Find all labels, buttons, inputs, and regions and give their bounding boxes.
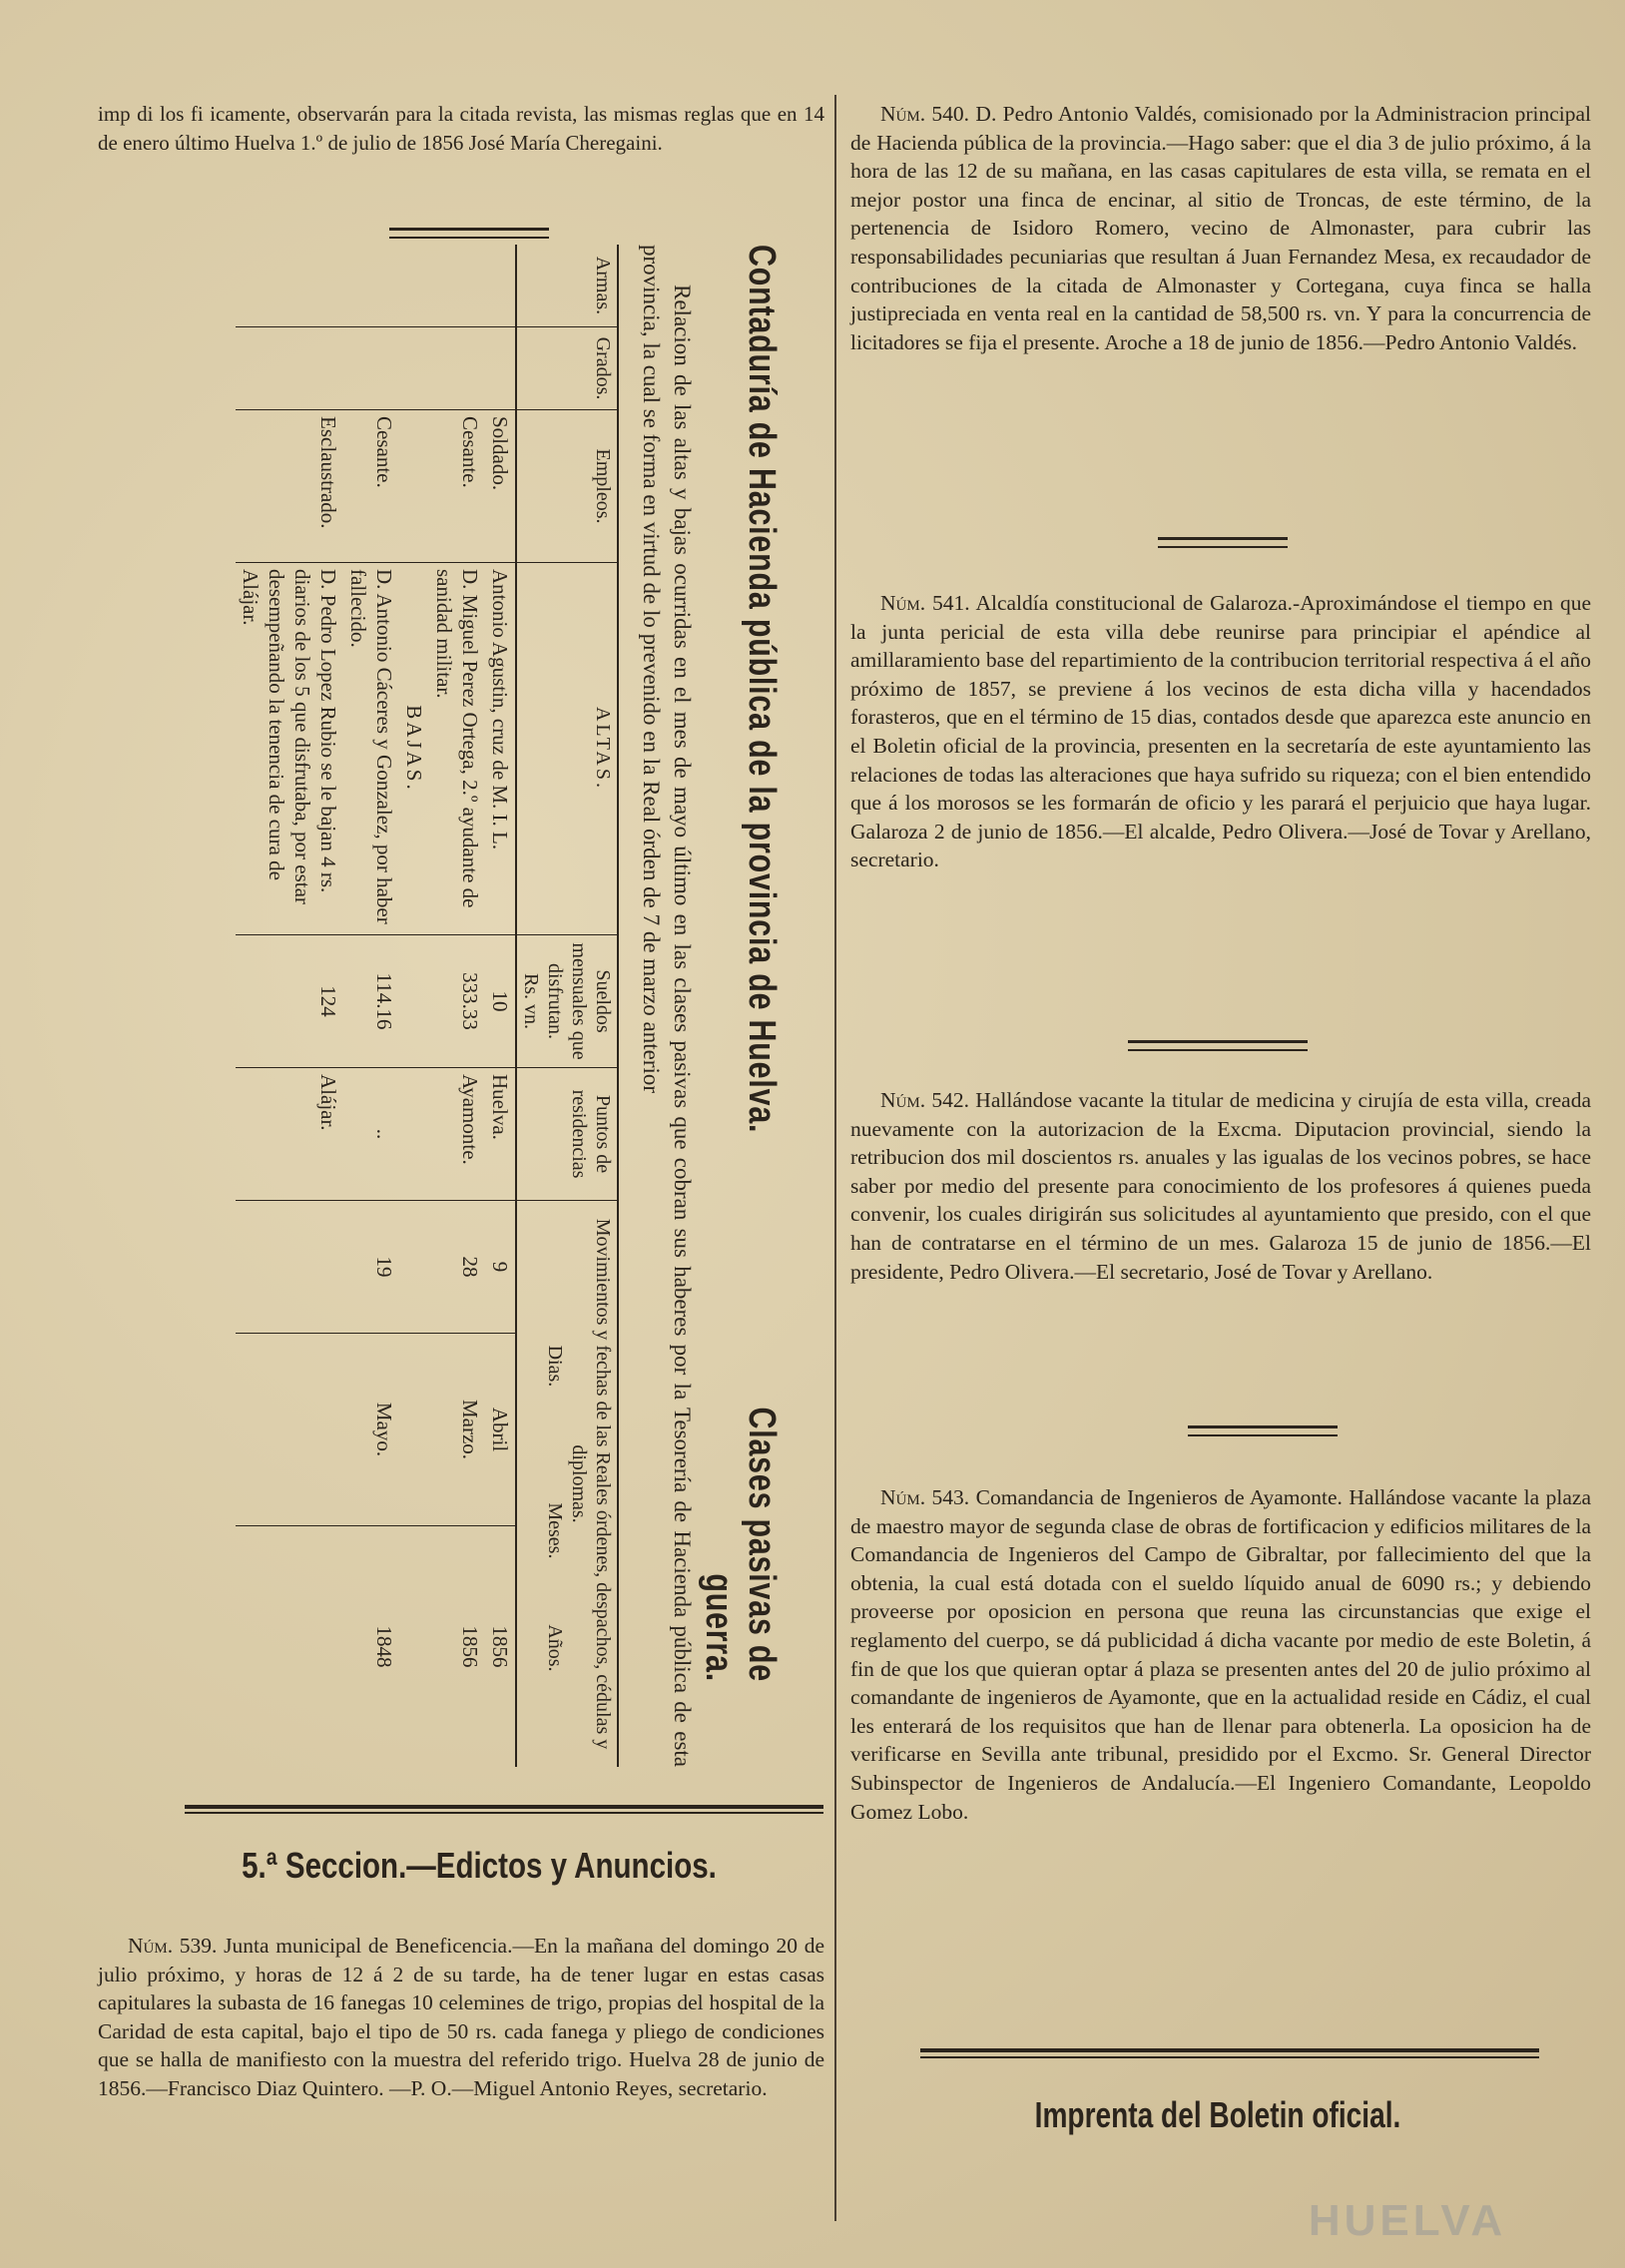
table-heading-right: Clases pasivas de guerra. <box>698 1407 783 1682</box>
altas-bajas-table <box>236 245 619 1767</box>
row-sueldo: 124 <box>236 935 343 1068</box>
row-mes: Mayo. <box>343 1334 399 1526</box>
row-empleo: Cesante. <box>343 410 399 563</box>
rotated-table <box>90 245 789 1767</box>
anos-label: Años. <box>544 1624 566 1672</box>
row-empleo: Esclaustrado. <box>236 410 343 563</box>
movimientos-label: Movimientos y fechas de las Reales órdenes, despachos, cédulas y diplomas. <box>568 1218 614 1750</box>
col-sueldos <box>516 935 618 1068</box>
row-nombre: D. Pedro Lopez Rubio se le bajan 4 rs. diarios de los 5 que disfrutaba, por estar desempeñando la tenencia de cura de Alájar. <box>236 563 343 935</box>
notice-text: Comandancia de Ingenieros de Ayamonte. Hallándose vacante la plaza de maestro mayor de segunda clase de obras de fortificacion y edificios militares de la Comandancia de Ingenieros del Campo de Gibraltar, por fallecimiento del que la obtenia, la cual está dotada con el sueldo líquido anual de 6090 rs.; y debiendo proveerse por oposicion en persona que reuna las circunstancias que exige el reglamento del cuerpo, se dá publicidad á dicha vacante por medio de este Boletin, á fin de que los que quieran optar á plaza se presenten antes del 20 de julio próximo al comandante de ingenieros de Ayamonte, que en la actualidad reside en Cádiz, el cual les enterará de los requisitos que han de llenar para obtenerla. La oposicion ha de verificarse en Sevilla ante tribunal, presidido por el Excmo. Sr. General Director Subinspector de Ingenieros de Andalucía.—El Ingeniero Comandante, Leopoldo Gomez Lobo. <box>850 1485 1591 1824</box>
dias-label: Dias. <box>544 1345 566 1388</box>
notice-541 <box>850 589 1591 874</box>
divider-short <box>389 228 549 239</box>
fragment-text: imp di los fi icamente, observarán para la citada revista, las mismas reglas que en 14 de enero último Huelva 1.º de julio de 1856 José María Cheregaini. <box>98 102 824 155</box>
notice-text: Junta municipal de Beneficencia.—En la mañana del domingo 20 de julio próximo, y horas de 12 á 2 de su tarde, ha de tener lugar en estas casas capitulares la subasta de 16 fanegas 10 celemines de trigo, propias del hospital de la Caridad de esta capital, bajo el tipo de 50 rs. cada fanega y pliego de condiciones que se halla de manifiesto con la muestra del referido trigo. Huelva 28 de junio de 1856.—Francisco Diaz Quintero. —P. O.—Miguel Antonio Reyes, secretario. <box>98 1934 824 2100</box>
row-empleo: Cesante. <box>429 410 485 563</box>
meses-label: Meses. <box>544 1502 566 1559</box>
row-nombre: D. Antonio Cáceres y Gonzalez, por haber fallecido. <box>343 563 399 935</box>
row-residencia: Ayamonte. <box>429 1068 485 1201</box>
row-dia: 28 <box>429 1201 485 1334</box>
row-mes: Marzo. <box>429 1334 485 1526</box>
row-nombre: Antonio Agustin, cruz de M. I. L. <box>485 563 516 935</box>
bajas-label: BAJAS. <box>399 563 429 935</box>
table-intro: Relacion de las altas y bajas ocurridas en el mes de mayo último en las clases pasivas que cobran sus haberes por la Tesorería de Hacienda pública de esta provincia, la cual se forma en virtud de lo prevenido en la Real órden de 7 de marzo anterior <box>639 245 695 1767</box>
divider-short <box>1158 537 1288 548</box>
col-grados: Grados. <box>516 327 618 410</box>
col-nombres: ALTAS. <box>516 563 618 935</box>
notice-542 <box>850 1086 1591 1286</box>
row-residencia: Alájar. <box>236 1068 343 1201</box>
divider-long <box>920 2048 1539 2052</box>
notice-number: Núm. 539. <box>128 1934 218 1958</box>
divider-long <box>185 1805 823 1809</box>
col-armas: Armas. <box>516 245 618 327</box>
left-top-fragment <box>98 100 824 157</box>
notice-number: Núm. 543. <box>880 1485 970 1509</box>
notice-text: Alcaldía constitucional de Galaroza.-Aproximándose el tiempo en que la junta pericial de esta villa debe reunirse para principiar el apéndice al amillaramiento base del repartimiento de la contribucion territorial respectiva á el año próximo de 1857, se previene á los vecinos de esta dicha villa y hacendados forasteros, que en el término de 15 dias, contados desde que aparezca este anuncio en el Boletin oficial de la provincia, presenten en la secretaría de este ayuntamiento las relaciones de todas las alteraciones que haya sufrido su riqueza; con el bien entendido que á los morosos se les formarán de oficio y les parará el perjuicio que haya lugar. Galaroza 2 de junio de 1856.—El alcalde, Pedro Olivera.—José de Tovar y Arellano, secretario. <box>850 591 1591 872</box>
table-row <box>485 245 516 1767</box>
row-sueldo: 333.33 <box>429 935 485 1068</box>
notice-539 <box>98 1932 824 2103</box>
row-residencia: .. <box>343 1068 399 1201</box>
row-sueldo: 114.16 <box>343 935 399 1068</box>
col-empleos: Empleos. <box>516 410 618 563</box>
rotated-table-wrapper <box>90 245 789 1767</box>
row-empleo: Soldado. <box>485 410 516 563</box>
table-row <box>429 245 485 1767</box>
row-ano: 1856 <box>485 1526 516 1768</box>
divider-long <box>920 2056 1539 2058</box>
divider-short <box>1128 1040 1308 1051</box>
row-mes: Abril <box>485 1334 516 1526</box>
notice-text: Hallándose vacante la titular de medicina y cirujía de esta villa, creada nuevamente con la autorizacion de la Excma. Diputacion provincial, siendo la retribucion dos mil doscientos rs. anuales y las igualas de los vecinos pobres, se hace saber por medio del presente para conocimiento de los profesores á quienes pueda convenir, los cuales dirigirán sus solicitudes al ayuntamiento que presido, con el que han de contratarse en el término de un mes. Galaroza 15 de junio de 1856.—El presidente, Pedro Olivera.—El secretario, José de Tovar y Arellano. <box>850 1088 1591 1284</box>
divider-short <box>1188 1425 1338 1436</box>
watermark-logo: HUELVA <box>1308 2196 1507 2245</box>
row-residencia: Huelva. <box>485 1068 516 1201</box>
notice-number: Núm. 541. <box>880 591 970 615</box>
row-dia: 19 <box>343 1201 399 1334</box>
section-title: 5.ª Seccion.—Edictos y Anuncios. <box>242 1845 717 1886</box>
table-row <box>343 245 399 1767</box>
notice-text: D. Pedro Antonio Valdés, comisionado por la Administracion principal de Hacienda pública de la provincia.—Hago saber: que el dia 3 de julio próximo, á la hora de las 12 de su mañana, en las casas capitulares de esta villa, se remata en el mejor postor una finca de encinar, al sitio de Troncas, de este término, de la pertenencia de Isidoro Romero, vecino de Almonaster, para cubrir las responsabilidades pecuniarias que resultan á Juan Fernandez Mesa, ex recaudador de contribuciones de la citada de Almonaster y Cortegana, cuya finca se halla justipreciada en venta real en la cantidad de 58,500 rs. vn. Y para la concurrencia de licitadores se fija el presente. Aroche a 18 de junio de 1856.—Pedro Antonio Valdés. <box>850 102 1591 354</box>
row-ano: 1856 <box>429 1526 485 1768</box>
sueldos-label: Sueldos mensuales que disfrutan. <box>544 942 614 1060</box>
row-dia: 9 <box>485 1201 516 1334</box>
row-ano: 1848 <box>343 1526 399 1768</box>
col-residencias: Puntos de residencias <box>516 1068 618 1201</box>
table-heading: Contaduría de Hacienda pública de la provincia de Huelva. <box>741 245 783 1134</box>
row-nombre: D. Miguel Perez Ortega, 2.º ayudante de sanidad militar. <box>429 563 485 935</box>
row-sueldo: 10 <box>485 935 516 1068</box>
sueldos-unit: Rs. vn. <box>520 972 542 1030</box>
col-movimientos <box>516 1201 618 1768</box>
divider-long <box>185 1812 823 1814</box>
notice-number: Núm. 542. <box>880 1088 969 1112</box>
notice-number: Núm. 540. <box>880 102 970 126</box>
imprint: Imprenta del Boletin oficial. <box>1034 2094 1401 2135</box>
column-divider <box>834 95 836 2221</box>
bajas-row <box>399 245 429 1767</box>
table-row <box>236 245 343 1767</box>
notice-543 <box>850 1483 1591 1826</box>
notice-540 <box>850 100 1591 356</box>
